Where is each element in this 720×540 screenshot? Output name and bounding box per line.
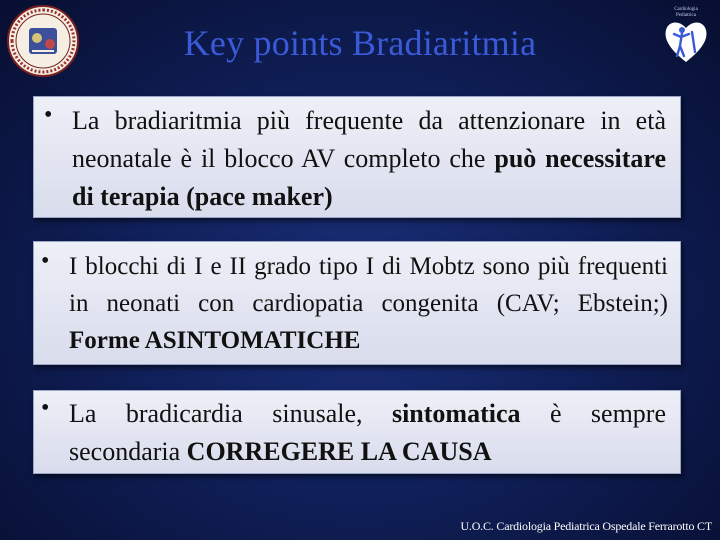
page-title: Key points Bradiaritmia — [183, 23, 537, 63]
key-point-box-2 — [33, 241, 681, 365]
key-point-text-bold: sintomatica — [391, 399, 521, 428]
bullet-marker: • — [44, 102, 53, 128]
key-point-text-2 — [69, 248, 668, 359]
key-point-text-1 — [72, 102, 666, 216]
key-point-text-plain: I blocchi di I e II grado tipo I di Mobtz sono più frequenti in neonati con cardiopatia congenita (CAV; Ebstein;) — [69, 253, 668, 317]
key-point-text-plain: La bradicardia sinusale, — [69, 399, 392, 428]
svg-text:Pediatrica: Pediatrica — [676, 13, 696, 18]
footer-credit: U.O.C. Cardiologia Pediatrica Ospedale Ferrarotto CT — [460, 519, 712, 533]
key-point-text-plain: è sempre secondaria — [69, 399, 667, 466]
key-point-text-bold: può necessitare di terapia (pace maker) — [72, 144, 666, 211]
key-point-box-1 — [33, 96, 681, 218]
key-point-box-3 — [33, 390, 681, 474]
bullet-marker: • — [41, 248, 50, 274]
key-point-text-3 — [69, 395, 666, 471]
bullet-marker: • — [41, 395, 50, 421]
key-point-text-bold: CORREGERE LA CAUSA — [186, 437, 492, 466]
key-point-text-bold: Forme ASINTOMATICHE — [69, 327, 361, 354]
svg-text:Cardiologia: Cardiologia — [674, 7, 698, 12]
key-point-text-plain: La bradiaritmia più frequente da attenzionare in età neonatale è il blocco AV completo che — [72, 106, 666, 173]
